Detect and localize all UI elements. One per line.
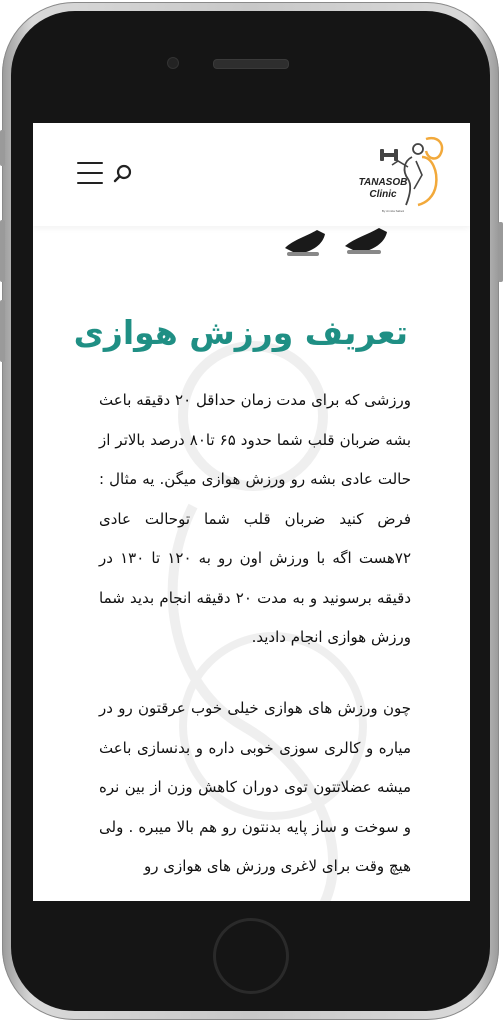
article-paragraph-2: چون ورزش های هوازی خیلی خوب عرقتون رو در میاره و کالری سوزی خوبی داره و بدنسازی باعث میشه عضلاتتون توی دوران کاهش وزن از بین نره و سوخت و ساز پایه بدنتون رو هم بالا میبره . ولی هیچ وقت برای لاغری ورزش های هوازی رو [99, 699, 411, 875]
power-button [498, 222, 503, 282]
volume-up-button [0, 220, 5, 282]
search-icon[interactable] [112, 163, 134, 185]
logo-brand-line2: Clinic [369, 189, 397, 200]
home-button[interactable] [213, 918, 289, 994]
article-paragraph-1: ورزشی که برای مدت زمان حداقل ۲۰ دقیقه باعث بشه ضربان قلب شما حدود ۶۵ تا۸۰ درصد بالاتر از حالت عادی بشه رو ورزش هوازی میگن. یه مثال : فرض کنید ضربان قلب شما توحالت عادی ۷۲هست اگه با ورزش اون رو به ۱۲۰ تا ۱۳۰ در دقیقه برسونید و به مدت ۲۰ دقیقه انجام بدید شما ورزش هوازی انجام دادید. [99, 391, 412, 646]
hamburger-menu-icon[interactable] [77, 162, 103, 184]
section-title: تعریف ورزش هوازی [73, 313, 408, 352]
earpiece-speaker [213, 59, 289, 69]
logo-tagline: By Armita Sabeti [381, 209, 405, 213]
site-header [33, 123, 470, 226]
front-camera [167, 57, 179, 69]
athlete-shoes-image [283, 226, 393, 258]
site-logo[interactable] [352, 131, 452, 223]
logo-brand-text [354, 177, 412, 201]
mute-switch [0, 130, 5, 166]
logo-brand-name: TANASOB [358, 177, 408, 188]
volume-down-button [0, 300, 5, 362]
screen [33, 123, 470, 901]
article-content [33, 226, 470, 901]
